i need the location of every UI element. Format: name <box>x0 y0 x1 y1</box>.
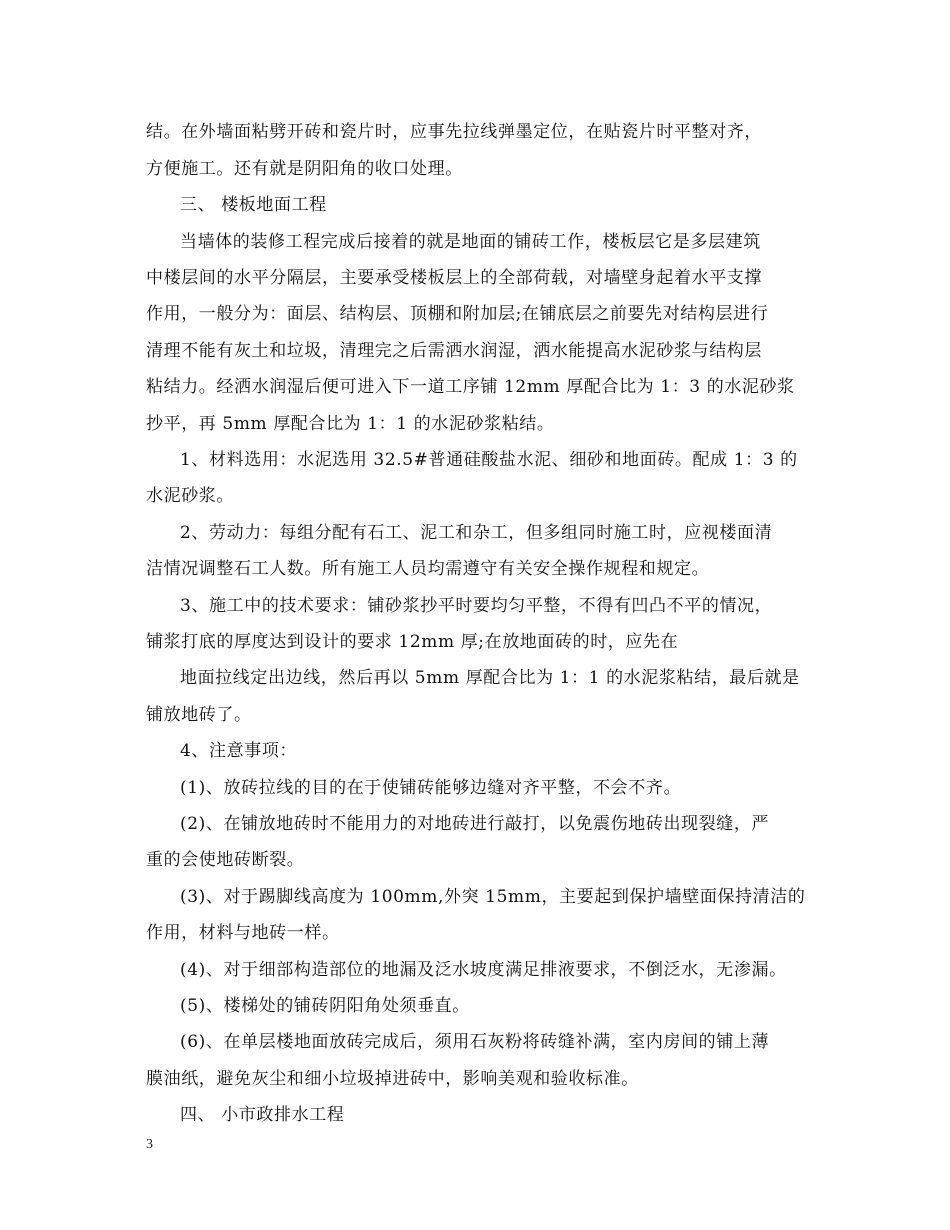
text-line: 当墙体的装修工程完成后接着的就是地面的铺砖工作，楼板层它是多层建筑 <box>180 232 761 252</box>
text-line: 抄平，再 5mm 厚配合比为 1：1 的水泥砂浆粘结。 <box>146 414 555 434</box>
list-item: (2)、在铺放地砖时不能用力的对地砖进行敲打，以免震伤地砖出现裂缝，严 <box>180 814 770 834</box>
text-line: 膜油纸，避免灰尘和细小垃圾掉进砖中，影响美观和验收标准。 <box>146 1069 639 1089</box>
text-line: 重的会使地砖断裂。 <box>146 850 305 870</box>
text-line: 铺浆打底的厚度达到设计的要求 12mm 厚;在放地面砖的时，应先在 <box>146 632 679 652</box>
section-heading: 四、 小市政排水工程 <box>180 1105 345 1125</box>
text-line: 4、注意事项： <box>180 741 298 761</box>
text-line: 作用，材料与地砖一样。 <box>146 923 340 943</box>
text-line: 结。在外墙面粘劈开砖和瓷片时，应事先拉线弹墨定位，在贴瓷片时平整对齐， <box>146 122 762 142</box>
text-line: 地面拉线定出边线，然后再以 5mm 厚配合比为 1：1 的水泥浆粘结，最后就是 <box>180 668 800 688</box>
text-line: 3、施工中的技术要求：铺砂浆抄平时要均匀平整，不得有凹凸不平的情况， <box>180 596 773 616</box>
text-line: 铺放地砖了。 <box>146 705 252 725</box>
list-item: (4)、对于细部构造部位的地漏及泛水坡度满足排液要求，不倒泛水，无渗漏。 <box>180 960 787 980</box>
list-item: (1)、放砖拉线的目的在于使铺砖能够边缝对齐平整，不会不齐。 <box>180 778 682 798</box>
text-line: 水泥砂浆。 <box>146 486 234 506</box>
section-heading: 三、 楼板地面工程 <box>180 195 327 215</box>
text-line: 方便施工。还有就是阴阳角的收口处理。 <box>146 159 463 179</box>
list-item: (5)、楼梯处的铺砖阴阳角处须垂直。 <box>180 996 470 1016</box>
page-number: 3 <box>146 1137 154 1152</box>
list-item: (6)、在单层楼地面放砖完成后，须用石灰粉将砖缝补满，室内房间的铺上薄 <box>180 1032 770 1052</box>
text-line: 2、劳动力：每组分配有石工、泥工和杂工，但多组同时施工时，应视楼面清 <box>180 523 773 543</box>
text-line: 中楼层间的水平分隔层，主要承受楼板层上的全部荷载，对墙壁身起着水平支撑 <box>146 268 762 288</box>
text-line: 作用，一般分为：面层、结构层、顶棚和附加层;在铺底层之前要先对结构层进行 <box>146 304 769 324</box>
text-line: 粘结力。经洒水润湿后便可进入下一道工序铺 12mm 厚配合比为 1：3 的水泥砂浆 <box>146 377 795 397</box>
list-item: (3)、对于踢脚线高度为 100mm,外突 15mm，主要起到保护墙壁面保持清洁的 <box>180 887 806 907</box>
text-line: 清理不能有灰土和垃圾，清理完之后需洒水润湿，洒水能提高水泥砂浆与结构层 <box>146 341 762 361</box>
text-line: 洁情况调整石工人数。所有施工人员均需遵守有关安全操作规程和规定。 <box>146 559 710 579</box>
text-line: 1、材料选用：水泥选用 32.5#普通硅酸盐水泥、细砂和地面砖。配成 1：3 的 <box>180 450 798 470</box>
